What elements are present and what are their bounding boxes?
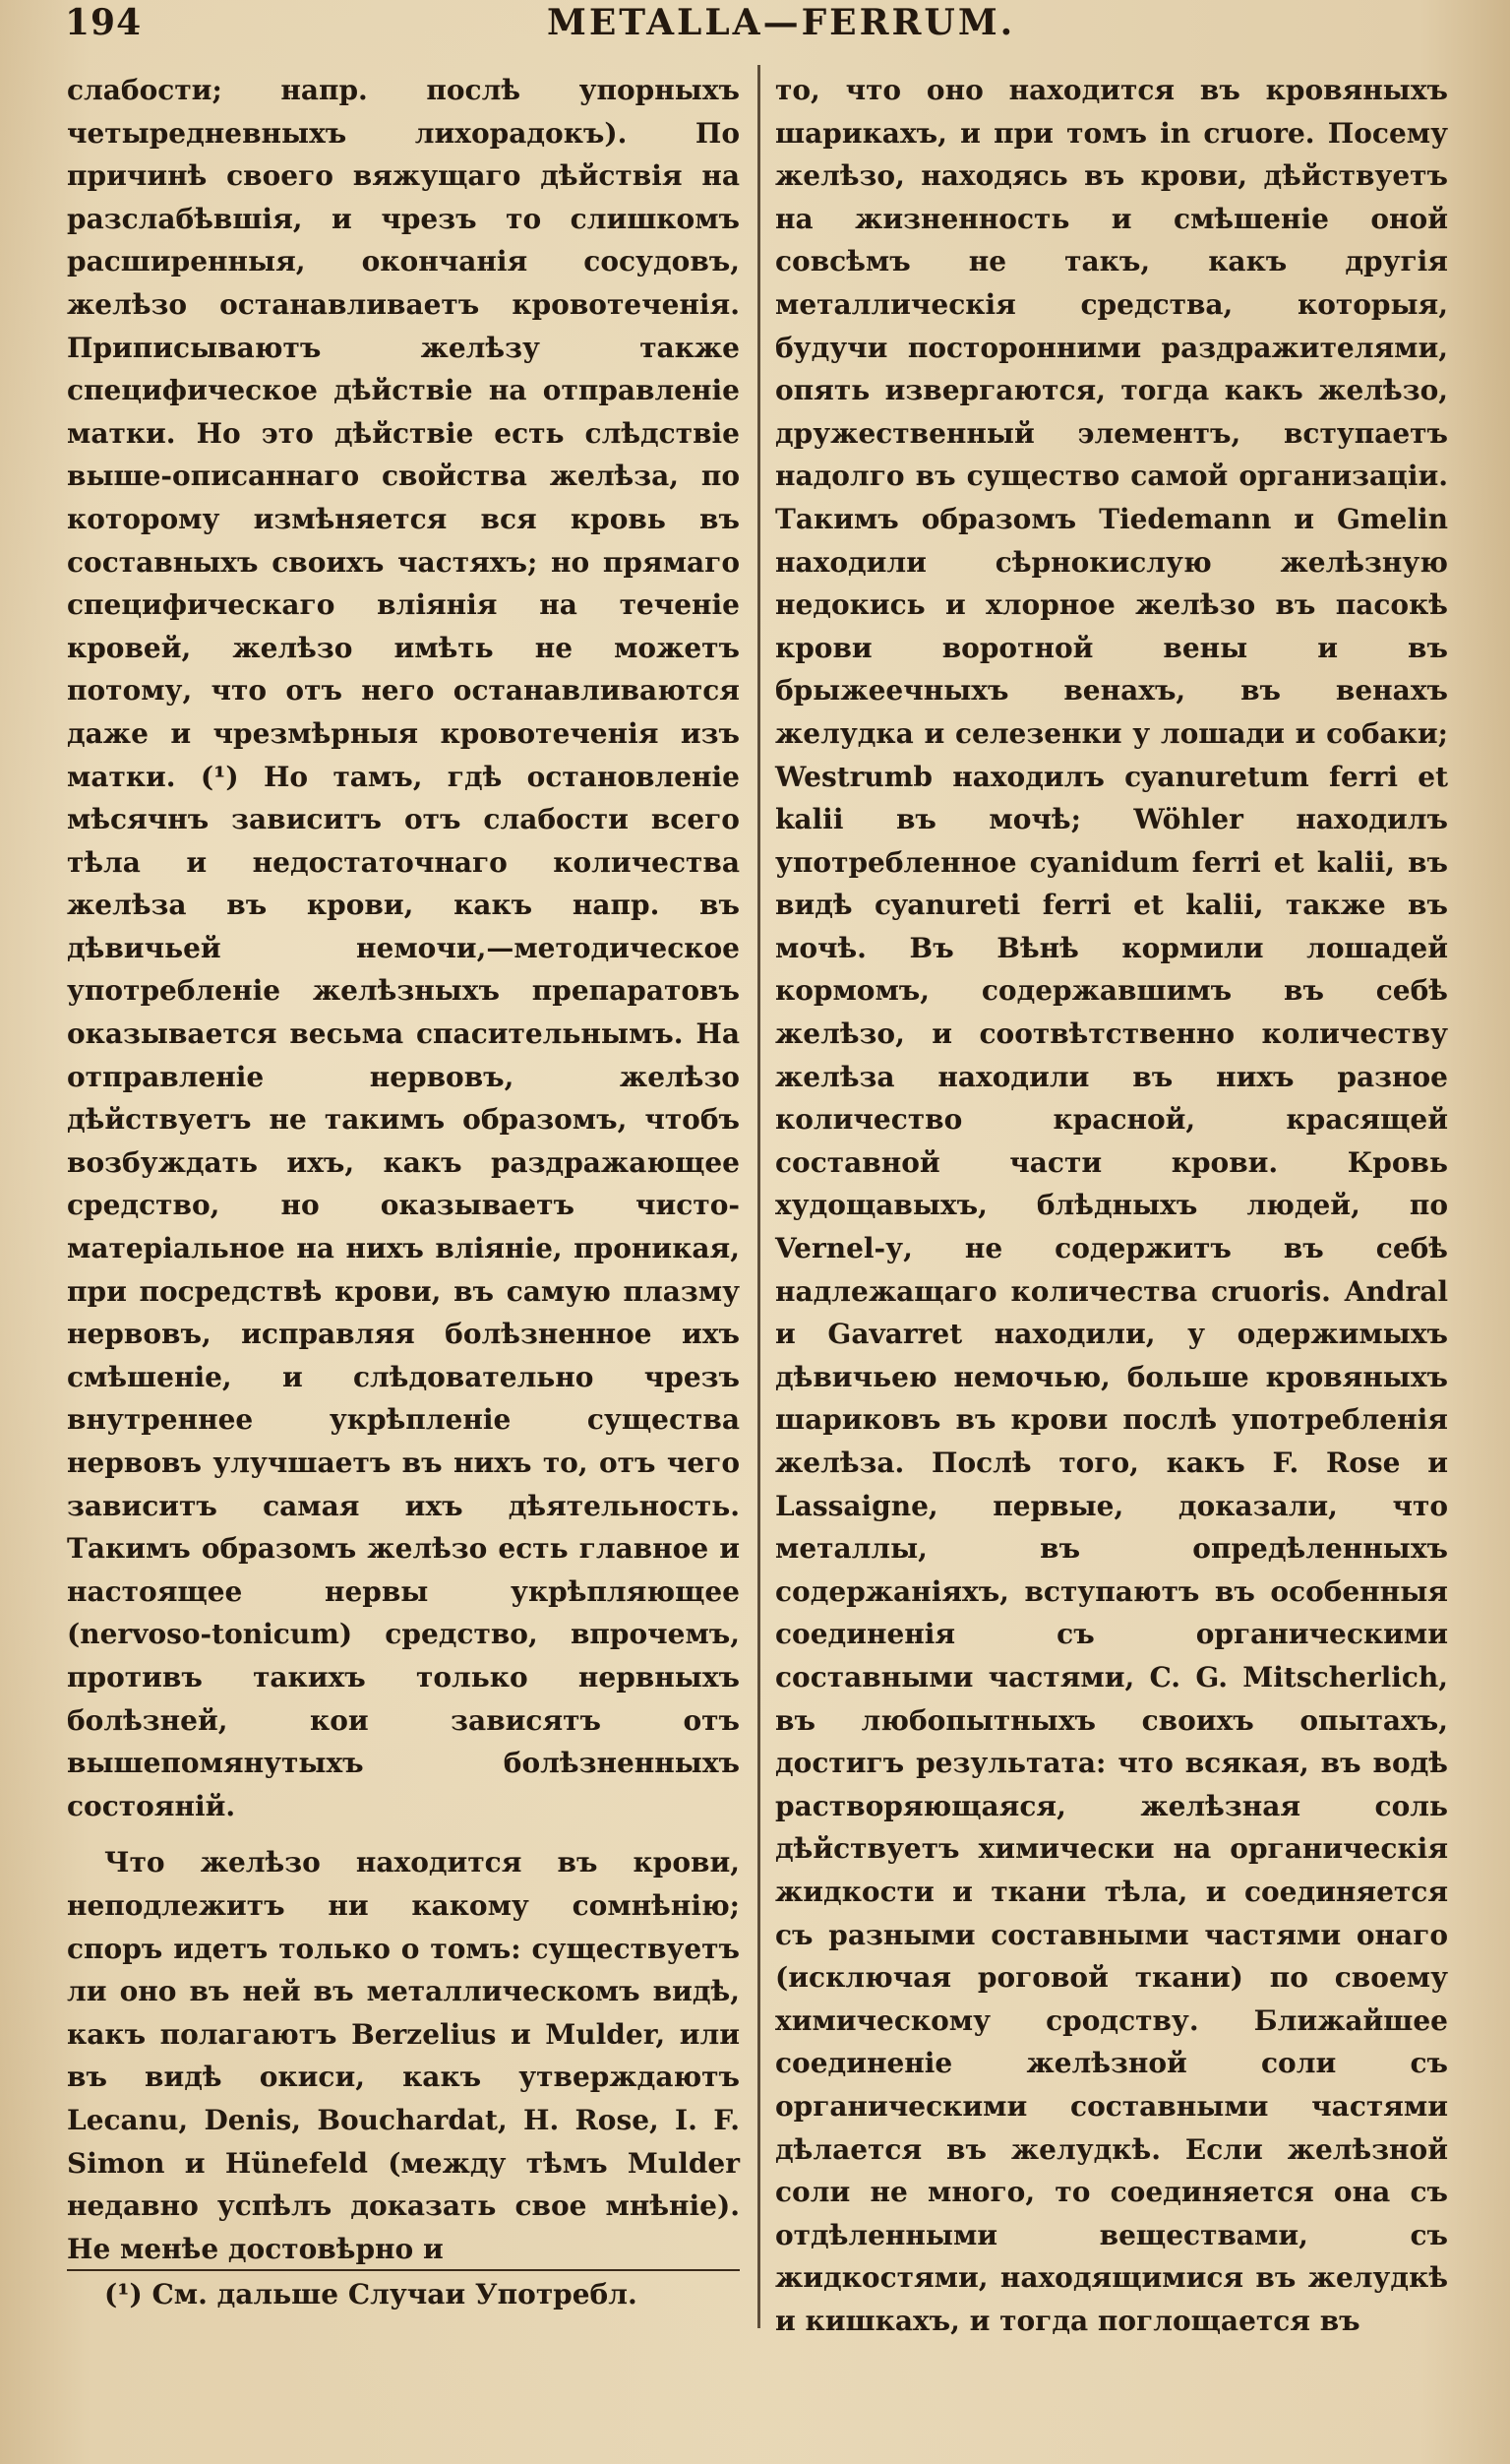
right-paragraph-1: то, что оно находится въ кровяныхъ шарикахъ, и при томъ in cruore. Посему желѣзо, находясь въ крови, дѣйствуетъ на жизненность и смѣшеніе оной совсѣмъ не такъ, какъ другія металлическія средства, которыя, будучи посторонними раздражителями, опять извергаются, тогда какъ желѣзо, дружественный элементъ, вступаетъ надолго въ существо самой организаціи. Такимъ образомъ Tiedemann и Gmelin находили сѣрнокислую желѣзную недокись и хлорное желѣзо въ пасокѣ крови воротной вены и въ брыжеечныхъ венахъ, въ венахъ желудка и селезенки у лошади и собаки; Westrumb находилъ cyanuretum ferri et kalii въ мочѣ; Wöhler находилъ употребленное cyanidum ferri et kalii, въ видѣ cyanureti ferri et kalii, также въ мочѣ. Въ Вѣнѣ кормили лошадей кормомъ, содержавшимъ въ себѣ желѣзо, и соотвѣтственно количеству желѣза находили въ нихъ разное количество красной, красящей составной части крови. Кровь худощавыхъ, блѣдныхъ людей, по Vernel-у, не содержитъ въ себѣ надлежащаго количества cruoris. Andral и Gavarret находили, у одержимыхъ дѣвичьею немочью, больше кровяныхъ шариковъ въ крови послѣ употребленія желѣза. Послѣ того, какъ F. Rose и Lassaigne, первые, доказали, что металлы, въ опредѣленныхъ содержаніяхъ, вступаютъ въ особенныя соединенія съ органическими составными частями, C. G. Mitscherlich, въ любопытныхъ своихъ опытахъ, достигъ результата: что всякая, въ водѣ растворяющаяся, желѣзная соль дѣйствуетъ химически на органическія жидкости и ткани тѣла, и соединяется съ разными составными частями онаго (исключая роговой ткани) по своему химическому сродству. Ближайшее соединеніе желѣзной соли съ органическими составными частями дѣлается въ желудкѣ. Если желѣзной соли не много, то соединяется она съ отдѣленными веществами, съ жидкостями, находящимися въ желудкѣ и кишкахъ, и тогда поглощается въ: [775, 74, 1448, 2337]
footnote-rule: [67, 2269, 740, 2271]
left-paragraph-1: слабости; напр. послѣ упорныхъ четыредневныхъ лихорадокъ). По причинѣ своего вяжущаго дѣйствія на разслабѣвшія, и чрезъ то слишкомъ расширенныя, окончанія сосудовъ, желѣзо останавливаетъ кровотеченія. Приписываютъ желѣзу также специфическое дѣйствіе на отправленіе матки. Но это дѣйствіе есть слѣдствіе выше-описаннаго свойства желѣза, по которому измѣняется вся кровь въ составныхъ своихъ частяхъ; но прямаго специфическаго вліянія на теченіе кровей, желѣзо имѣть не можетъ потому, что отъ него останавливаются даже и чрезмѣрныя кровотеченія изъ матки. (¹) Но тамъ, гдѣ остановленіе мѣсячнъ зависитъ отъ слабости всего тѣла и недостаточнаго количества желѣза въ крови, какъ напр. въ дѣвичьей немочи,—методическое употребленіе желѣзныхъ препаратовъ оказывается весьма спасительнымъ. На отправленіе нервовъ, желѣзо дѣйствуетъ не такимъ образомъ, чтобъ возбуждать ихъ, какъ раздражающее средство, но оказываетъ чисто-матеріальное на нихъ вліяніе, проникая, при посредствѣ крови, въ самую плазму нервовъ, исправляя болѣзненное ихъ смѣшеніе, и слѣдовательно чрезъ внутреннее укрѣпленіе существа нервовъ улучшаетъ въ нихъ то, отъ чего зависитъ самая ихъ дѣятельность. Такимъ образомъ желѣзо есть главное и настоящее нервы укрѣпляющее (nervoso-tonicum) средство, впрочемъ, противъ такихъ только нервныхъ болѣзней, кои зависятъ отъ вышепомянутыхъ болѣзненныхъ состояній.: [67, 74, 740, 1822]
page-number: 194: [65, 2, 143, 43]
column-divider: [757, 65, 760, 2328]
right-column: [775, 69, 1448, 2342]
footnote: (¹) См. дальше Случаи Употребл.: [104, 2278, 637, 2310]
running-head: METALLA—FERRUM.: [547, 2, 1016, 43]
left-paragraph-2: Что желѣзо находится въ крови, неподлежитъ ни какому сомнѣнію; споръ идетъ только о томъ: существуетъ ли оно въ ней въ металлическомъ видѣ, какъ полагаютъ Berzelius и Mulder, или въ видѣ окиси, какъ утверждаютъ Lecanu, Denis, Bouchardat, H. Rose, I. F. Simon и Hünefeld (между тѣмъ Mulder недавно успѣлъ доказать свое мнѣніе). Не менѣе достовѣрно и: [67, 1846, 740, 2265]
left-column: [67, 69, 740, 2270]
page-header: [65, 2, 1471, 47]
